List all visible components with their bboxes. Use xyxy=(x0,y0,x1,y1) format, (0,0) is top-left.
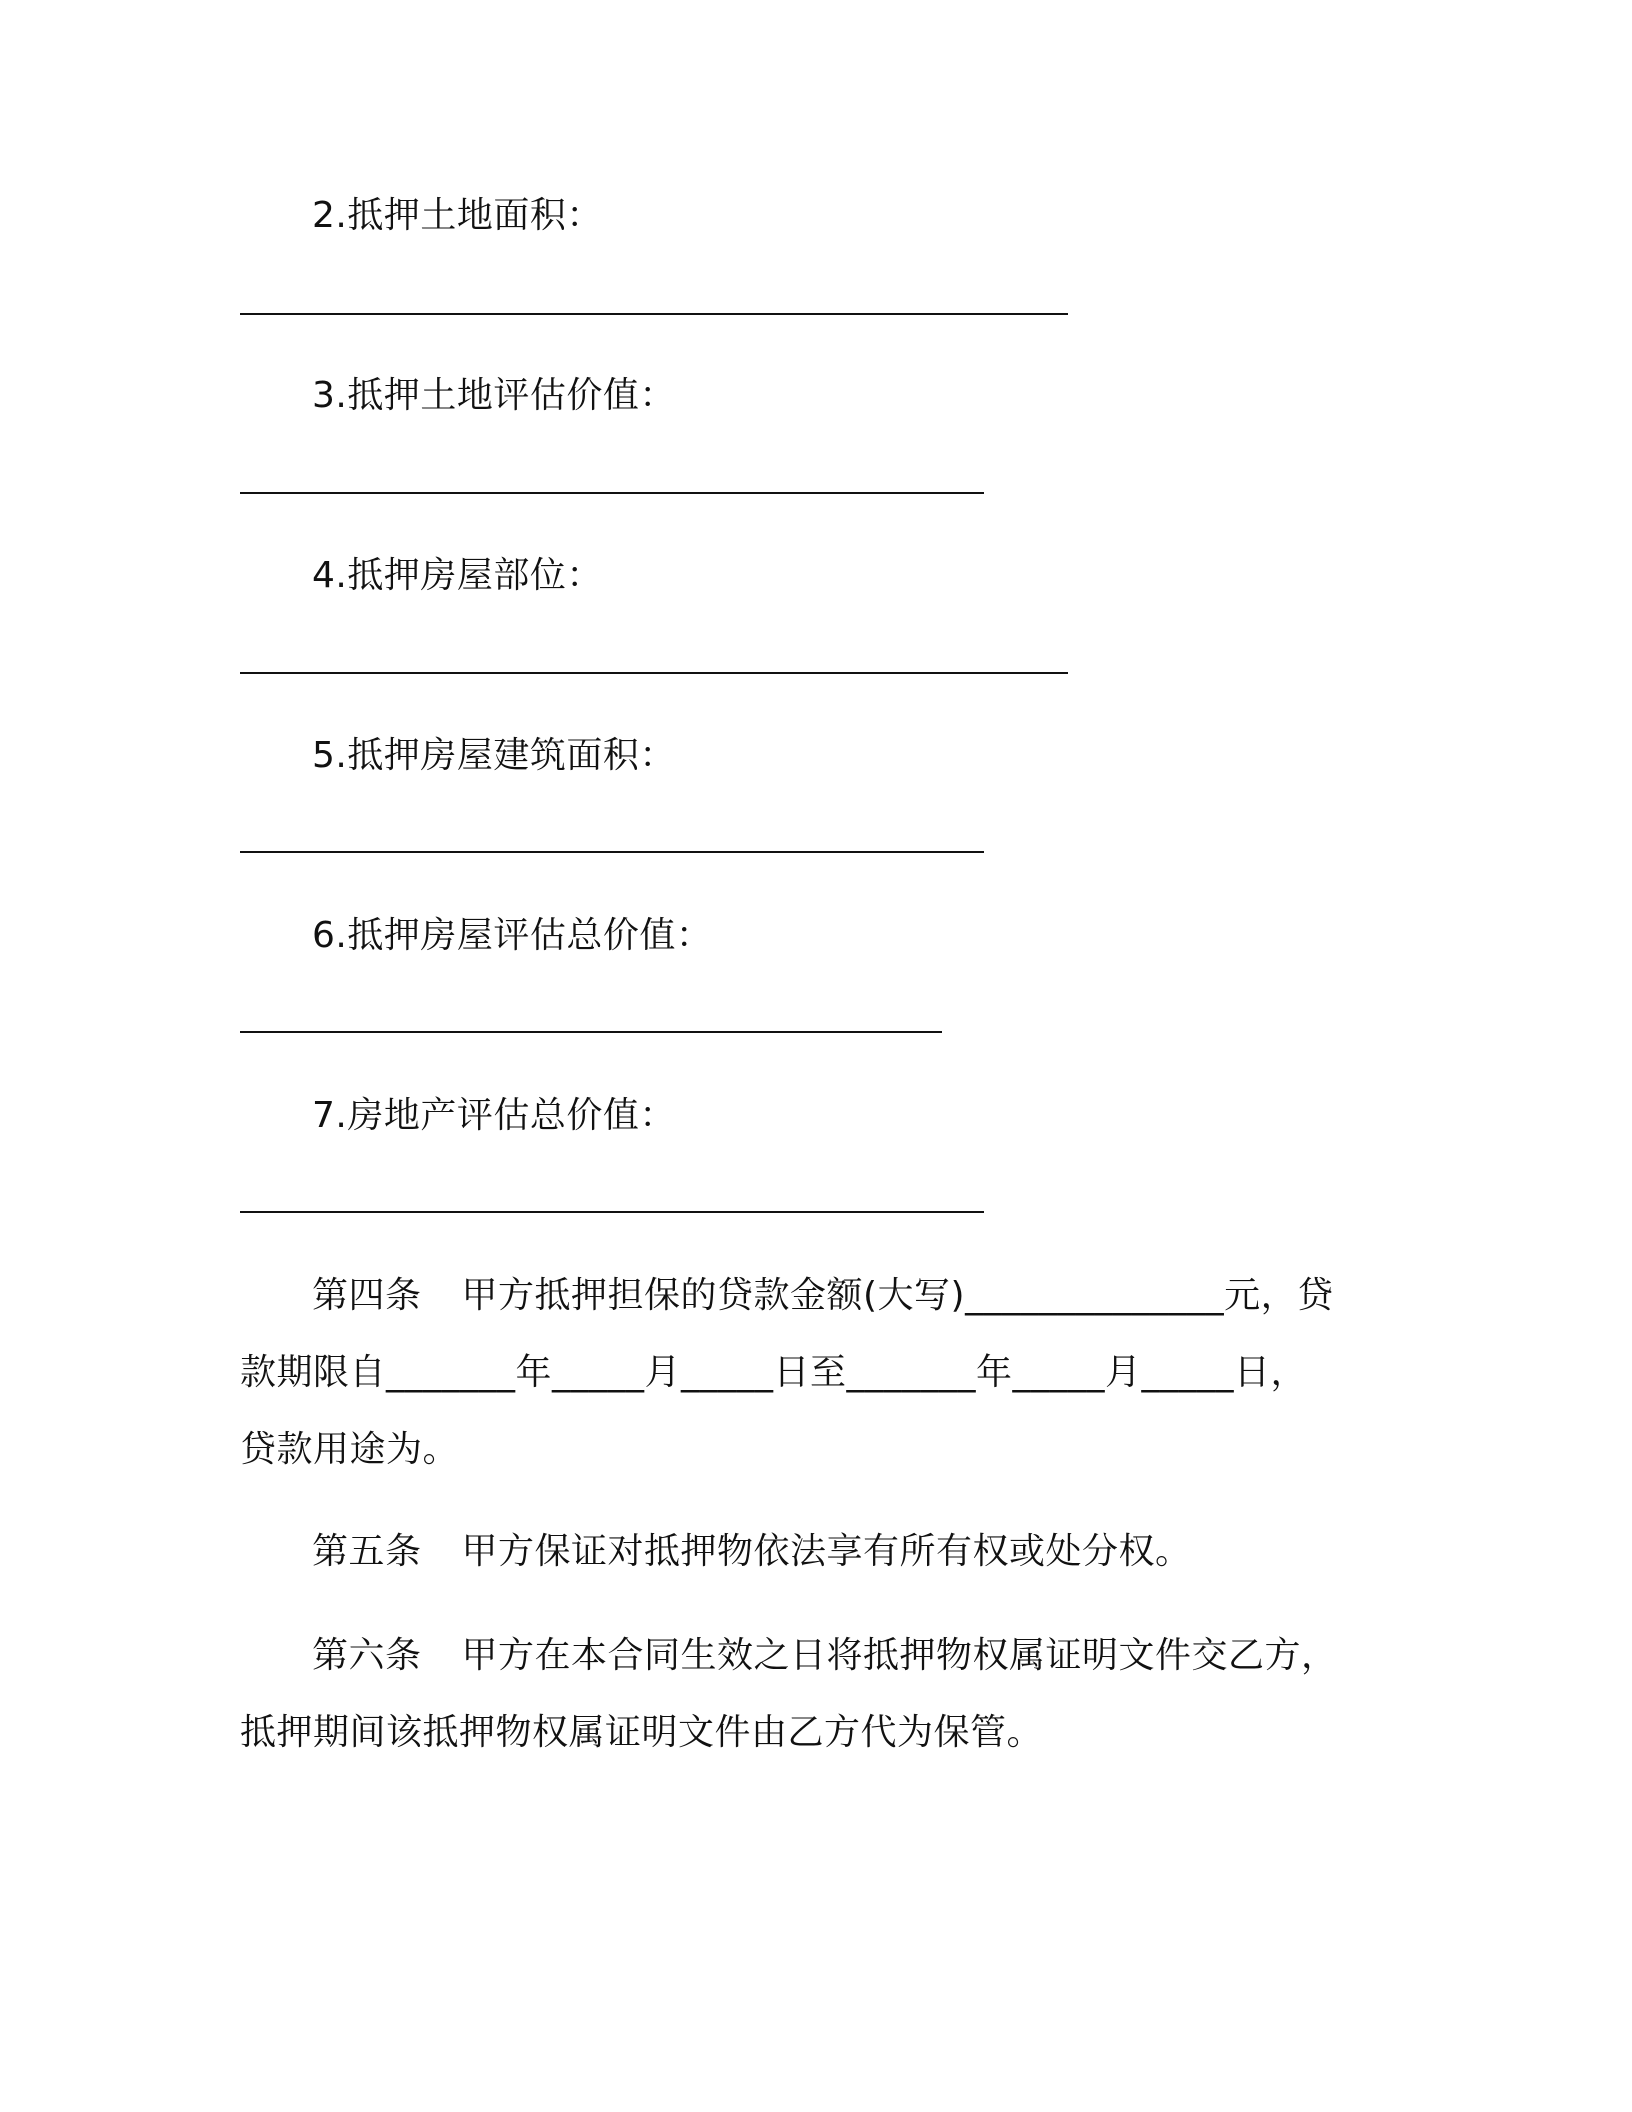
article-4-line-2: 款期限自_______年_____月_____日至_______年_____月_____日， xyxy=(240,1352,1308,1393)
article-6-heading: 第六条 xyxy=(312,1635,422,1676)
item-land-area-label: 2.抵押土地面积： xyxy=(312,195,603,236)
article-4-line-3: 贷款用途为。 xyxy=(240,1429,460,1470)
article-6-text-1: 甲方在本合同生效之日将抵押物权属证明文件交乙方， xyxy=(461,1635,1338,1676)
item-house-location-label: 4.抵押房屋部位： xyxy=(312,555,603,596)
item-land-value-blank xyxy=(240,492,984,494)
article-4-heading: 第四条 xyxy=(312,1275,422,1316)
article-4-line-1 xyxy=(312,1272,1334,1320)
item-estate-value-label: 7.房地产评估总价值： xyxy=(312,1095,676,1136)
item-land-area-blank xyxy=(240,313,1068,315)
item-house-area-label: 5.抵押房屋建筑面积： xyxy=(312,735,676,776)
item-house-area-blank xyxy=(240,851,984,853)
article-4-text-1: 甲方抵押担保的贷款金额(大写)______________元，贷 xyxy=(461,1275,1334,1316)
article-6-line-2: 抵押期间该抵押物权属证明文件由乙方代为保管。 xyxy=(240,1712,1044,1753)
item-house-location-blank xyxy=(240,672,1068,674)
article-5-text: 甲方保证对抵押物依法享有所有权或处分权。 xyxy=(461,1531,1192,1572)
article-5-heading: 第五条 xyxy=(312,1531,422,1572)
item-house-value-label: 6.抵押房屋评估总价值： xyxy=(312,915,713,956)
item-land-value-label: 3.抵押土地评估价值： xyxy=(312,375,676,416)
item-estate-value-blank xyxy=(240,1211,984,1213)
item-house-value-blank xyxy=(240,1031,942,1033)
article-6-line-1 xyxy=(312,1632,1338,1680)
article-5-line xyxy=(312,1528,1192,1576)
